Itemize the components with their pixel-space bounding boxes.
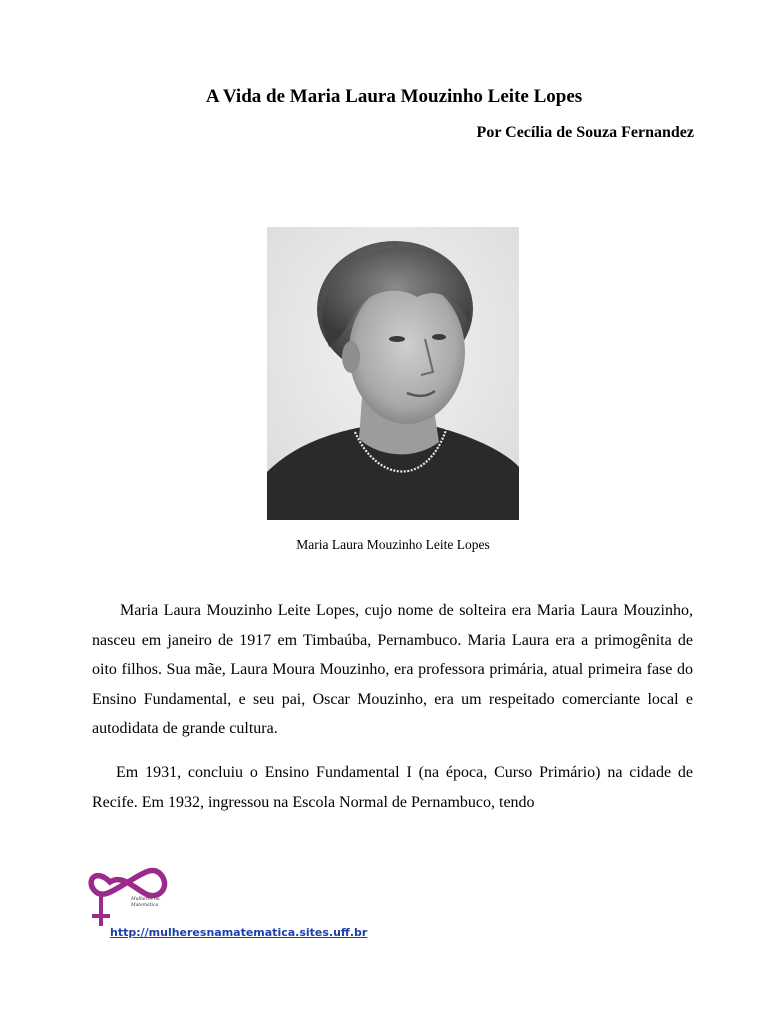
document-title: A Vida de Maria Laura Mouzinho Leite Lopes: [205, 86, 583, 107]
paragraph-2: Em 1931, concluiu o Ensino Fundamental I (na época, Curso Primário) na cidade de Recife. Em 1932, ingressou na Escola Normal de Pernambuco, tendo: [92, 764, 693, 811]
paragraph-1: Maria Laura Mouzinho Leite Lopes, cujo nome de solteira era Maria Laura Mouzinho, nasceu em janeiro de 1917 em Timbaúba, Pernambuco. Maria Laura era a primogênita de oito filhos. Sua mãe, Laura Moura Mouzinho, era professora primária, atual primeira fase do Ensino Fundamental, e seu pai, Oscar Mouzinho, era um respeitado comerciante local e autodidata de grande cultura.: [92, 602, 693, 737]
website-link[interactable]: http://mulheresnamatematica.sites.uff.br: [110, 926, 368, 939]
portrait-photo: [267, 227, 519, 520]
photo-caption: Maria Laura Mouzinho Leite Lopes: [296, 537, 490, 552]
logo-text: Mulheres na Matemática: [131, 897, 160, 908]
mulheres-na-matematica-logo: [88, 860, 168, 930]
document-author: Por Cecília de Souza Fernandez: [476, 124, 694, 141]
